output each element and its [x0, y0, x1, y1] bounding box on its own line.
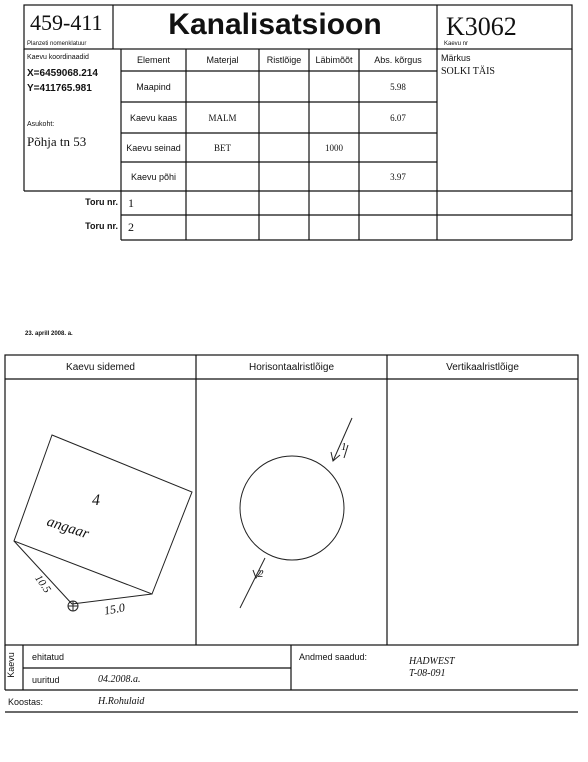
location-value: Põhja tn 53 — [27, 134, 87, 149]
author-name: H.Rohulaid — [98, 696, 145, 707]
source-label: Andmed saadud: — [299, 652, 368, 662]
row-abs-height: 3.97 — [390, 171, 406, 182]
pipe-label: Toru nr. — [85, 221, 118, 231]
sketch-header-vertical: Vertikaalristlõige — [446, 361, 519, 373]
row-element: Kaevu põhi — [130, 171, 177, 182]
built-label: ehitatud — [32, 652, 65, 662]
well-id: K3062 — [446, 12, 517, 41]
pipe-number: 2 — [128, 220, 134, 234]
sketch-header-connections: Kaevu sidemed — [66, 361, 135, 373]
pipe-1-label: 1 — [341, 441, 347, 453]
row-element: Kaevu seinad — [126, 142, 181, 153]
source-code: T-08-091 — [409, 668, 446, 679]
nomenclature-code: 459-411 — [30, 10, 103, 35]
sketch-header-horizontal: Horisontaalristlõige — [248, 361, 335, 373]
col-header-abs-height: Abs. kõrgus — [374, 55, 422, 65]
nomenclature-caption: Planzeti nomenklatuur — [27, 41, 87, 47]
building-number: 4 — [92, 492, 100, 509]
col-header-diameter: Läbimõõt — [315, 55, 353, 65]
col-header-note: Märkus — [441, 53, 471, 63]
pipe-number: 1 — [128, 196, 134, 210]
row-diameter: 1000 — [325, 142, 343, 153]
building-label: angaar — [44, 513, 91, 543]
row-element: Kaevu kaas — [129, 112, 178, 123]
coord-x: X=6459068.214 — [27, 68, 98, 79]
pipe-label: Toru nr. — [85, 197, 118, 207]
row-material: BET — [214, 142, 231, 153]
source-org: HADWEST — [409, 656, 455, 667]
surveyed-label: uuritud — [32, 675, 60, 685]
row-abs-height: 5.98 — [390, 81, 406, 92]
col-header-material: Materjal — [206, 55, 239, 65]
well-circle — [240, 456, 344, 560]
dimension-2: 15.0 — [102, 600, 126, 618]
author-label: Koostas: — [8, 697, 44, 707]
well-id-caption: Kaevu nr — [444, 41, 469, 47]
page-title: Kanalisatsioon — [168, 8, 382, 41]
footer-side-label: Kaevu — [5, 652, 16, 678]
row-material: MALM — [208, 112, 237, 123]
surveyed-value: 04.2008.a. — [98, 674, 141, 685]
note-value: SOLKI TÄIS — [441, 66, 495, 77]
coords-label: Kaevu koordinaadid — [27, 54, 89, 61]
pipe-2-line — [240, 558, 265, 608]
coord-y: Y=411765.981 — [27, 83, 92, 94]
pipe-1-line — [333, 418, 352, 461]
date-line: 23. aprill 2008. a. — [25, 331, 73, 337]
col-header-cross-section: Ristlõige — [266, 55, 302, 65]
row-abs-height: 6.07 — [390, 112, 406, 123]
pipe-2-label: 2 — [258, 568, 264, 580]
col-header-element: Element — [136, 55, 171, 65]
row-element: Maapind — [136, 81, 171, 92]
dimension-1: 10.5 — [32, 572, 54, 596]
location-label: Asukoht: — [27, 121, 55, 128]
